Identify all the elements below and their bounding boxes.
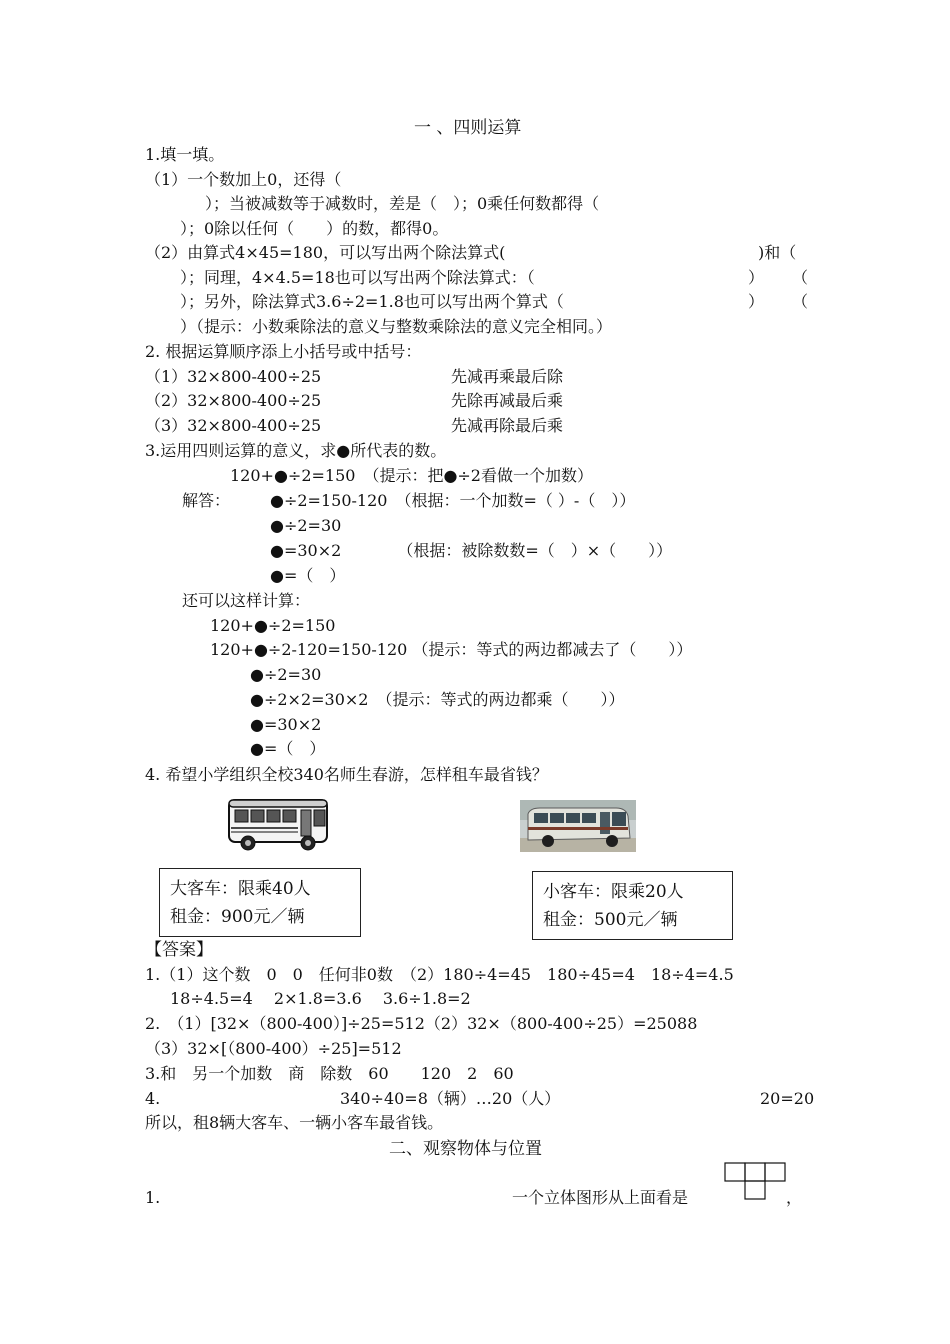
q3-alt-step: ●=30×2 — [250, 715, 322, 734]
answer-3: 3.和 另一个加数 商 除数 60 120 2 60 — [145, 1064, 514, 1083]
q3-step: ●÷2=150-120 （根据：一个加数=（ ）-（ ）） — [270, 491, 636, 510]
q1-heading: 1.填一填。 — [145, 145, 225, 164]
answer-4-calc: 340÷40=8（辆）…20（人） — [340, 1089, 561, 1108]
q2-item-expr: （3）32×800-400÷25 — [145, 416, 322, 435]
answers-heading: 【答案】 — [145, 940, 213, 960]
q1-2-line2: ）；同理，4×4.5=18也可以写出两个除法算式：（ — [180, 268, 535, 287]
q3-alt-step: ●÷2×2=30×2 （提示：等式的两边都乘（ ）） — [250, 690, 625, 709]
small-bus-capacity: 小客车：限乘20人 — [543, 882, 684, 902]
s2-q1-tail: ， — [786, 1188, 803, 1207]
q1-2-line4: ）（提示：小数乘除法的意义与整数乘除法的意义完全相同。） — [180, 317, 613, 336]
answer-4-number: 4. — [145, 1089, 161, 1108]
s2-q1-number: 1. — [145, 1188, 161, 1207]
q3-step: ●÷2=30 — [270, 516, 342, 535]
q4-heading: 4. 希望小学组织全校340名师生春游，怎样租车最省钱？ — [145, 765, 548, 784]
q1-1-line1: （1）一个数加上0，还得（ — [145, 170, 342, 189]
big-bus-capacity: 大客车：限乘40人 — [170, 879, 311, 899]
q3-step: ●=30×2 （根据：被除数数=（ ）×（ ）） — [270, 541, 673, 560]
big-bus-price-box — [159, 868, 361, 937]
top-view-shape-diagram — [724, 1162, 788, 1202]
q1-2-line2-close: ） — [748, 268, 765, 287]
answer-1-line2: 18÷4.5=4 2×1.8=3.6 3.6÷1.8=2 — [170, 989, 471, 1008]
q3-answer-label: 解答： — [182, 491, 231, 510]
big-bus-rent: 租金：900元／辆 — [170, 907, 305, 927]
q2-item-expr: （1）32×800-400÷25 — [145, 367, 322, 386]
small-bus-price-box — [532, 871, 733, 940]
q1-2-line1-tail: )和（ — [758, 243, 797, 262]
q2-heading: 2. 根据运算顺序添上小括号或中括号： — [145, 342, 422, 361]
q3-heading: 3.运用四则运算的意义，求●所代表的数。 — [145, 441, 447, 460]
s2-q1-text: 一个立体图形从上面看是 — [512, 1188, 689, 1207]
q1-1-line2: ）；当被减数等于减数时，差是（ ）；0乘任何数都得（ — [205, 194, 600, 213]
q3-alt-step: ●=（ ） — [250, 739, 326, 758]
section-title-arithmetic: 一 、四则运算 — [414, 118, 522, 138]
q1-2-line1: （2）由算式4×45=180，可以写出两个除法算式( — [145, 243, 506, 262]
big-bus-image — [226, 796, 332, 854]
answer-2-line2: （3）32×[（800-400）÷25]=512 — [145, 1039, 402, 1058]
section-title-observation: 二、观察物体与位置 — [389, 1139, 542, 1159]
small-bus-rent: 租金：500元／辆 — [543, 910, 678, 930]
answer-4-conclusion: 所以，租8辆大客车、一辆小客车最省钱。 — [145, 1113, 444, 1132]
q1-2-line3-open: （ — [792, 292, 809, 311]
q3-alt-step: 120+●÷2-120=150-120 （提示：等式的两边都减去了（ ）） — [210, 640, 693, 659]
q2-item-order: 先减再乘最后除 — [451, 367, 564, 386]
q3-alt-label: 还可以这样计算： — [182, 591, 311, 610]
q2-item-order: 先减再除最后乘 — [451, 416, 564, 435]
answer-2-line1: 2. （1）[32×（800-400）]÷25=512（2）32×（800-400÷25）=25088 — [145, 1014, 698, 1033]
q3-alt-step: ●÷2=30 — [250, 665, 322, 684]
q1-2-line3: ）；另外，除法算式3.6÷2=1.8也可以写出两个算式（ — [180, 292, 564, 311]
q3-step: ●=（ ） — [270, 566, 346, 585]
q1-2-line3-close: ） — [748, 292, 765, 311]
q1-2-line2-open: （ — [792, 268, 809, 287]
small-bus-image — [520, 800, 636, 852]
q1-1-line3: ）；0除以任何（ ）的数，都得0。 — [180, 219, 449, 238]
q3-equation: 120+●÷2=150 （提示：把●÷2看做一个加数） — [230, 466, 593, 485]
q2-item-expr: （2）32×800-400÷25 — [145, 391, 322, 410]
q2-item-order: 先除再减最后乘 — [451, 391, 564, 410]
q3-alt-step: 120+●÷2=150 — [210, 616, 336, 635]
answer-1-line1: 1.（1）这个数 0 0 任何非0数 （2）180÷4=45 180÷45=4 18÷4=4.5 — [145, 965, 734, 984]
answer-4-right: 20=20 — [760, 1089, 815, 1108]
